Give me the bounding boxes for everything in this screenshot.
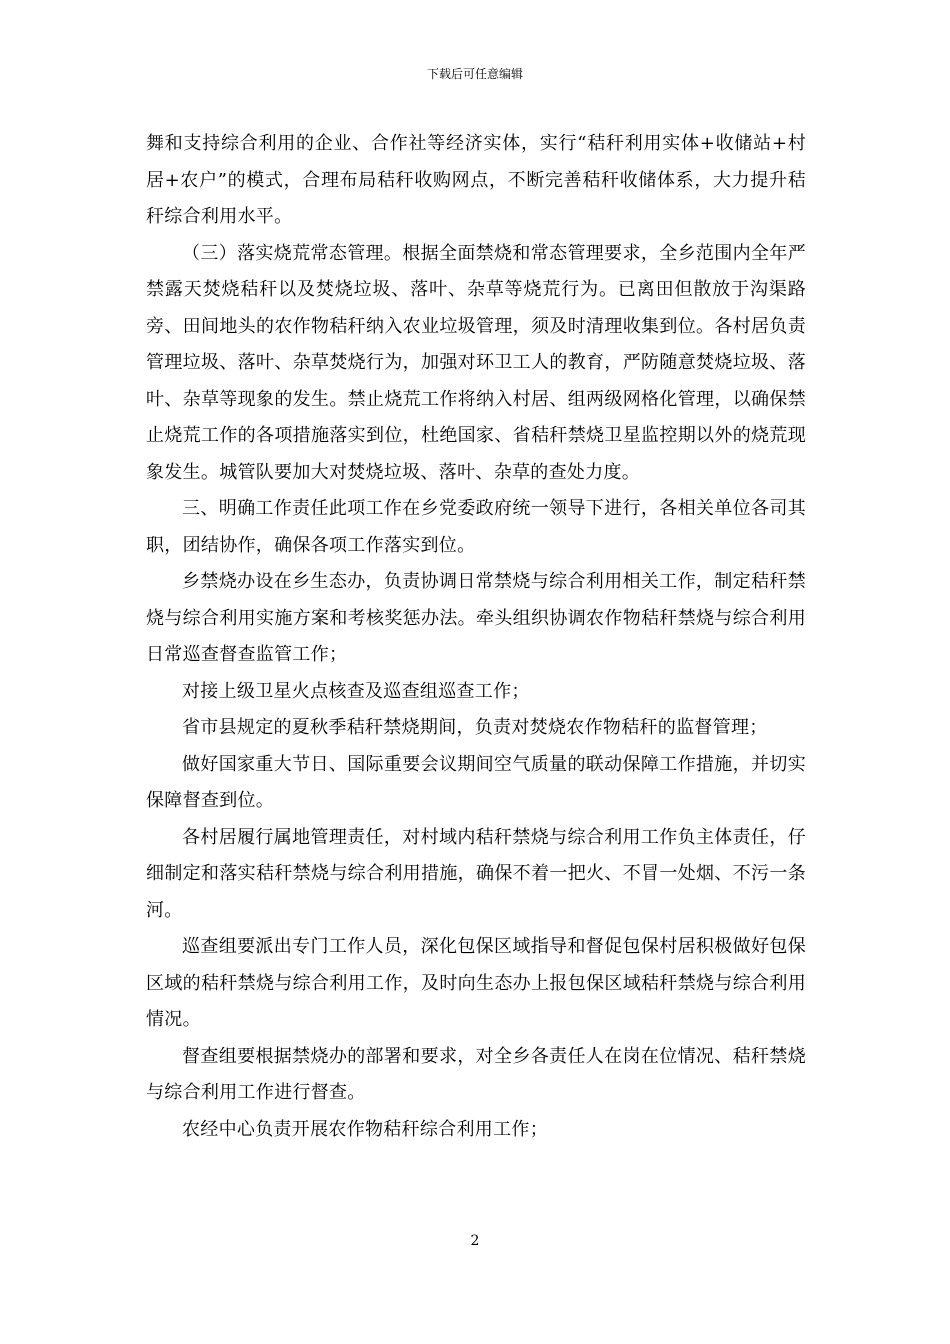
page-number: 2 — [470, 1233, 480, 1249]
paragraph-6: 省市县规定的夏秋季秸秆禁烧期间，负责对焚烧农作物秸秆的监督管理； — [182, 717, 768, 738]
paragraph-2: （三）落实烧荒常态管理。根据全面禁烧和常态管理要求，全乡范围内全年严禁露天焚烧秸秆以及焚烧垃圾、落叶、杂草等烧荒行为。已离田但散放于沟渠路旁、田间地头的农作物秸秆纳入农业垃圾管理，须及时清理收集到位。各村居负责管理垃圾、落叶、杂草焚烧行为，加强对环卫工人的教育，严防随意焚烧垃圾、落叶、杂草等现象的发生。禁止烧荒工作将纳入村居、组两级网格化管理，以确保禁止烧荒工作的各项措施落实到位，杜绝国家、省秸秆禁烧卫星监控期以外的烧荒现象发生。城管队要加大对焚烧垃圾、落叶、杂草的查处力度。 — [146, 242, 806, 483]
header-note: 下载后可任意编辑 — [426, 67, 523, 81]
document-body — [146, 126, 806, 1148]
paragraph-5: 对接上级卫星火点核查及巡查组巡查工作； — [182, 680, 530, 702]
paragraph-3: 三、明确工作责任此项工作在乡党委政府统一领导下进行，各相关单位各司其职，团结协作，确保各项工作落实到位。 — [146, 498, 806, 556]
paragraph-1: 舞和支持综合利用的企业、合作社等经济实体，实行“秸秆利用实体+收储站+村居+农户”的模式，合理布局秸秆收购网点，不断完善秸秆收储体系，大力提升秸秆综合利用水平。 — [146, 133, 806, 227]
paragraph-7: 做好国家重大节日、国际重要会议期间空气质量的联动保障工作措施，并切实保障督查到位。 — [146, 753, 806, 811]
paragraph-10: 督查组要根据禁烧办的部署和要求，对全乡各责任人在岗在位情况、秸秆禁烧与综合利用工作进行督查。 — [146, 1045, 806, 1103]
paragraph-9: 巡查组要派出专门工作人员，深化包保区域指导和督促包保村居积极做好包保区域的秸秆禁烧与综合利用工作，及时向生态办上报包保区域秸秆禁烧与综合利用情况。 — [146, 936, 806, 1030]
paragraph-11: 农经中心负责开展农作物秸秆综合利用工作； — [182, 1118, 548, 1140]
paragraph-8: 各村居履行属地管理责任，对村域内秸秆禁烧与综合利用工作负主体责任，仔细制定和落实秸秆禁烧与综合利用措施，确保不着一把火、不冒一处烟、不污一条河。 — [146, 826, 806, 921]
paragraph-4: 乡禁烧办设在乡生态办，负责协调日常禁烧与综合利用相关工作，制定秸秆禁烧与综合利用实施方案和考核奖惩办法。牵头组织协调农作物秸秆禁烧与综合利用日常巡查督查监管工作； — [146, 571, 806, 665]
